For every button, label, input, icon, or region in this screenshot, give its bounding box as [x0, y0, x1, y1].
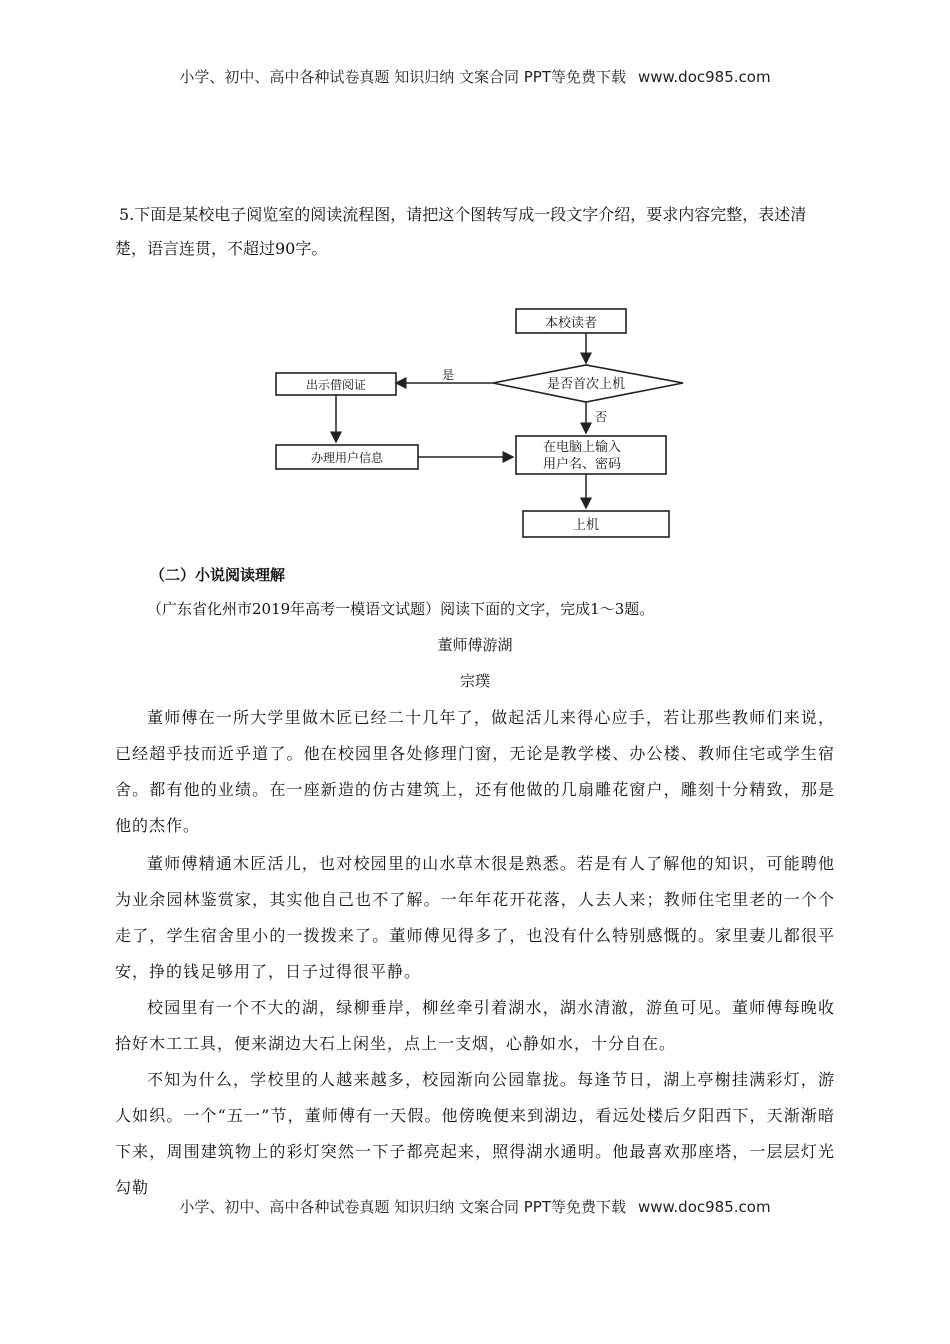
paragraph-2: 董师傅精通木匠活儿，也对校园里的山水草木很是熟悉。若是有人了解他的知识，可能聘他为业余园林鉴赏家，其实他自己也不了解。一年年花开花落，人去人来；教师住宅里老的一个个走了，学生宿舍里小的一拨拨来了。董师傅见得多了，也没有什么特别感慨的。家里妻儿都很平安，挣的钱足够用了，日子过得很平静。	[115, 854, 835, 981]
footer-site-link[interactable]: www.doc985.com	[637, 1198, 771, 1216]
paragraph-1: 董师傅在一所大学里做木匠已经二十几年了，做起活儿来得心应手，若让那些教师们来说，已经超乎技而近乎道了。他在校园里各处修理门窗，无论是教学楼、办公楼、教师住宅或学生宿舍。都有他的业绩。在一座新造的仿古建筑上，还有他做的几扇雕花窗户，雕刻十分精致，那是他的杰作。	[115, 708, 835, 835]
source-line: （广东省化州市2019年高考一模语文试题）阅读下面的文字，完成1～3题。	[147, 600, 655, 618]
register-label: 办理用户信息	[310, 451, 384, 465]
show-card-label: 出示借阅证	[305, 378, 367, 392]
start-label: 本校读者	[544, 316, 598, 331]
section-title: （二）小说阅读理解	[150, 566, 286, 584]
reading-flowchart	[268, 303, 688, 543]
paragraph-3: 校园里有一个不大的湖，绿柳垂岸，柳丝牵引着湖水，湖水清澈，游鱼可见。董师傅每晚收拾好木工工具，便来湖边大石上闲坐，点上一支烟，心静如水，十分自在。	[115, 998, 835, 1053]
header-site-link[interactable]: www.doc985.com	[637, 68, 771, 86]
header-text: 小学、初中、高中各种试卷真题 知识归纳 文案合同 PPT等免费下载	[179, 68, 626, 86]
story-author: 宗璞	[459, 672, 490, 690]
question-5: 5.下面是某校电子阅览室的阅读流程图，请把这个图转写成一段文字介绍，要求内容完整，表述清楚，语言连贯，不超过90字。	[115, 205, 807, 258]
end-label: 上机	[572, 518, 600, 533]
yes-label: 是	[441, 368, 455, 382]
page-footer	[0, 1196, 950, 1217]
story-title: 董师傅游湖	[437, 636, 513, 654]
page-header	[0, 66, 950, 87]
decision-label: 是否首次上机	[546, 377, 626, 392]
no-label: 否	[594, 410, 608, 424]
input-label-line1: 在电脑上输入	[542, 440, 622, 455]
footer-text: 小学、初中、高中各种试卷真题 知识归纳 文案合同 PPT等免费下载	[179, 1198, 626, 1216]
paragraph-4: 不知为什么，学校里的人越来越多，校园渐向公园靠拢。每逢节日，湖上亭榭挂满彩灯，游人如织。一个“五一”节，董师傅有一天假。他傍晚便来到湖边，看远处楼后夕阳西下，天渐渐暗下来，周围建筑物上的彩灯突然一下子都亮起来，照得湖水通明。他最喜欢那座塔，一层层灯光勾勒	[115, 1070, 835, 1197]
input-label-line2: 用户名、密码	[542, 457, 622, 472]
